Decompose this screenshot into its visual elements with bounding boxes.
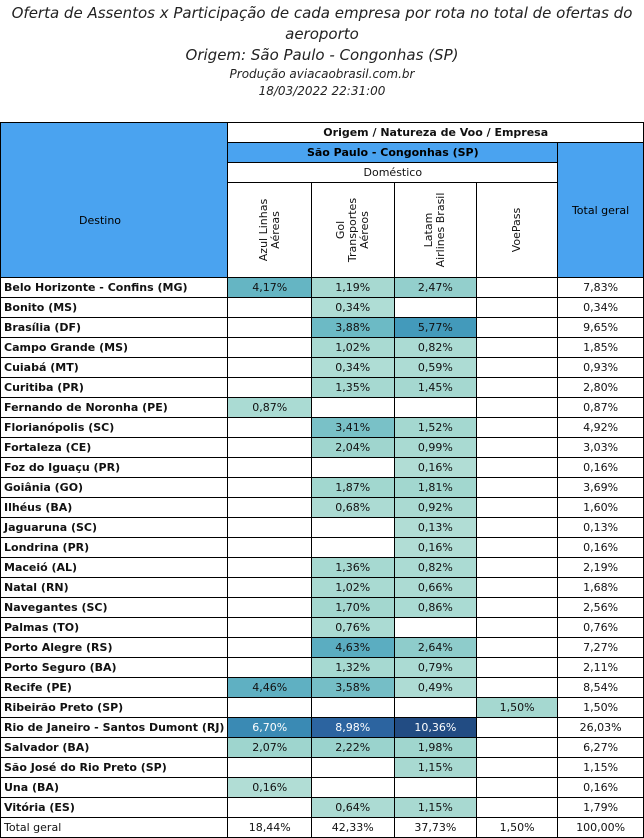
- row-total-cell: 3,69%: [558, 478, 644, 498]
- share-cell-gol: 4,63%: [311, 638, 394, 658]
- report-origin-line: Origem: São Paulo - Congonhas (SP): [185, 46, 459, 64]
- grand-total-gol: 42,33%: [311, 818, 394, 838]
- destination-cell: Una (BA): [1, 778, 228, 798]
- destination-cell: Jaguaruna (SC): [1, 518, 228, 538]
- destination-cell: Salvador (BA): [1, 738, 228, 758]
- report-title-line1: Oferta de Assentos x Participação de cada empresa por rota no total de ofertas do: [11, 4, 633, 22]
- share-cell-azul: [228, 618, 311, 638]
- share-cell-latam: 0,79%: [394, 658, 477, 678]
- row-total-cell: 1,50%: [558, 698, 644, 718]
- destination-cell: Fortaleza (CE): [1, 438, 228, 458]
- table-row: [1, 638, 644, 658]
- share-cell-voepass: [477, 298, 558, 318]
- destination-cell: Brasília (DF): [1, 318, 228, 338]
- share-cell-voepass: [477, 718, 558, 738]
- share-cell-gol: [311, 518, 394, 538]
- grand-total-label: Total geral: [1, 818, 228, 838]
- share-cell-latam: [394, 698, 477, 718]
- share-cell-latam: [394, 618, 477, 638]
- row-total-cell: 2,56%: [558, 598, 644, 618]
- share-cell-gol: 1,35%: [311, 378, 394, 398]
- share-cell-voepass: [477, 798, 558, 818]
- share-cell-azul: [228, 698, 311, 718]
- share-cell-azul: [228, 498, 311, 518]
- share-cell-latam: 0,99%: [394, 438, 477, 458]
- share-cell-azul: [228, 298, 311, 318]
- share-cell-latam: 10,36%: [394, 718, 477, 738]
- share-cell-voepass: [477, 678, 558, 698]
- share-cell-latam: 0,66%: [394, 578, 477, 598]
- share-cell-azul: [228, 458, 311, 478]
- share-cell-azul: [228, 578, 311, 598]
- share-cell-latam: 2,47%: [394, 278, 477, 298]
- table-row: [1, 578, 644, 598]
- share-cell-gol: 3,41%: [311, 418, 394, 438]
- table-row: [1, 418, 644, 438]
- share-cell-azul: 4,46%: [228, 678, 311, 698]
- row-total-cell: 0,34%: [558, 298, 644, 318]
- report-timestamp: 18/03/2022 22:31:00: [258, 84, 386, 98]
- table-row: [1, 478, 644, 498]
- share-cell-latam: 1,98%: [394, 738, 477, 758]
- share-cell-gol: 1,36%: [311, 558, 394, 578]
- destination-cell: Rio de Janeiro - Santos Dumont (RJ): [1, 718, 228, 738]
- company-header-latam: Latam Airlines Brasil: [394, 183, 477, 278]
- row-total-cell: 0,93%: [558, 358, 644, 378]
- share-cell-azul: [228, 798, 311, 818]
- destination-cell: São José do Rio Preto (SP): [1, 758, 228, 778]
- destination-cell: Maceió (AL): [1, 558, 228, 578]
- share-cell-gol: 0,76%: [311, 618, 394, 638]
- share-cell-latam: 0,86%: [394, 598, 477, 618]
- share-cell-voepass: [477, 658, 558, 678]
- origin-header: São Paulo - Congonhas (SP): [228, 143, 558, 163]
- destination-cell: Porto Seguro (BA): [1, 658, 228, 678]
- share-cell-azul: [228, 758, 311, 778]
- share-cell-azul: 0,87%: [228, 398, 311, 418]
- share-cell-voepass: [477, 458, 558, 478]
- share-cell-latam: 0,16%: [394, 458, 477, 478]
- share-cell-voepass: [477, 518, 558, 538]
- share-cell-latam: 0,13%: [394, 518, 477, 538]
- row-total-cell: 0,16%: [558, 778, 644, 798]
- share-cell-voepass: 1,50%: [477, 698, 558, 718]
- share-cell-gol: 2,04%: [311, 438, 394, 458]
- share-cell-voepass: [477, 478, 558, 498]
- share-cell-azul: 0,16%: [228, 778, 311, 798]
- share-cell-azul: [228, 318, 311, 338]
- row-total-cell: 7,27%: [558, 638, 644, 658]
- share-cell-azul: [228, 438, 311, 458]
- grand-total-voepass: 1,50%: [477, 818, 558, 838]
- destination-cell: Cuiabá (MT): [1, 358, 228, 378]
- share-cell-azul: [228, 658, 311, 678]
- share-cell-gol: [311, 758, 394, 778]
- share-cell-latam: 2,64%: [394, 638, 477, 658]
- table-row: [1, 738, 644, 758]
- destination-cell: Florianópolis (SC): [1, 418, 228, 438]
- share-cell-azul: [228, 378, 311, 398]
- share-cell-voepass: [477, 538, 558, 558]
- share-cell-latam: 1,15%: [394, 758, 477, 778]
- share-cell-latam: 0,92%: [394, 498, 477, 518]
- row-total-cell: 0,87%: [558, 398, 644, 418]
- table-row: [1, 718, 644, 738]
- destination-cell: Foz do Iguaçu (PR): [1, 458, 228, 478]
- share-cell-latam: 1,81%: [394, 478, 477, 498]
- table-row: [1, 758, 644, 778]
- share-cell-latam: 1,52%: [394, 418, 477, 438]
- table-row: [1, 778, 644, 798]
- row-total-cell: 1,15%: [558, 758, 644, 778]
- share-cell-latam: 0,82%: [394, 338, 477, 358]
- crosstab-container: [0, 122, 644, 838]
- destination-cell: Belo Horizonte - Confins (MG): [1, 278, 228, 298]
- table-row: [1, 798, 644, 818]
- share-cell-azul: [228, 358, 311, 378]
- table-row: [1, 598, 644, 618]
- share-cell-gol: 0,64%: [311, 798, 394, 818]
- nature-header: Doméstico: [228, 163, 558, 183]
- share-cell-azul: [228, 338, 311, 358]
- row-total-cell: 2,80%: [558, 378, 644, 398]
- row-total-cell: 6,27%: [558, 738, 644, 758]
- destination-cell: Campo Grande (MS): [1, 338, 228, 358]
- share-cell-voepass: [477, 758, 558, 778]
- share-cell-voepass: [477, 778, 558, 798]
- share-cell-gol: 8,98%: [311, 718, 394, 738]
- row-total-cell: 8,54%: [558, 678, 644, 698]
- row-total-cell: 0,13%: [558, 518, 644, 538]
- share-cell-voepass: [477, 498, 558, 518]
- destination-cell: Palmas (TO): [1, 618, 228, 638]
- share-cell-azul: 2,07%: [228, 738, 311, 758]
- table-row: [1, 318, 644, 338]
- destination-cell: Curitiba (PR): [1, 378, 228, 398]
- table-row: [1, 498, 644, 518]
- share-cell-voepass: [477, 578, 558, 598]
- row-total-cell: 0,76%: [558, 618, 644, 638]
- share-cell-gol: [311, 538, 394, 558]
- share-cell-azul: [228, 638, 311, 658]
- share-cell-gol: 1,87%: [311, 478, 394, 498]
- report-title-line2: aeroporto: [285, 25, 359, 43]
- row-total-cell: 1,85%: [558, 338, 644, 358]
- table-row: [1, 438, 644, 458]
- destination-cell: Ilhéus (BA): [1, 498, 228, 518]
- grand-total-azul: 18,44%: [228, 818, 311, 838]
- share-cell-gol: 3,88%: [311, 318, 394, 338]
- share-cell-azul: 6,70%: [228, 718, 311, 738]
- share-cell-voepass: [477, 618, 558, 638]
- share-cell-azul: [228, 478, 311, 498]
- share-cell-azul: [228, 418, 311, 438]
- share-cell-latam: [394, 298, 477, 318]
- destination-cell: Goiânia (GO): [1, 478, 228, 498]
- row-total-cell: 2,19%: [558, 558, 644, 578]
- share-cell-latam: [394, 398, 477, 418]
- table-row: [1, 618, 644, 638]
- row-total-cell: 26,03%: [558, 718, 644, 738]
- share-cell-gol: [311, 458, 394, 478]
- share-cell-azul: [228, 558, 311, 578]
- table-row: [1, 658, 644, 678]
- table-row: [1, 378, 644, 398]
- table-row: [1, 698, 644, 718]
- share-cell-latam: [394, 778, 477, 798]
- share-cell-gol: [311, 778, 394, 798]
- row-total-cell: 0,16%: [558, 538, 644, 558]
- table-row: [1, 678, 644, 698]
- table-row: [1, 398, 644, 418]
- share-cell-voepass: [477, 378, 558, 398]
- share-cell-voepass: [477, 558, 558, 578]
- row-total-cell: 3,03%: [558, 438, 644, 458]
- share-cell-voepass: [477, 278, 558, 298]
- share-cell-gol: 3,58%: [311, 678, 394, 698]
- company-header-azul: Azul Linhas Aéreas: [228, 183, 311, 278]
- table-row: [1, 458, 644, 478]
- grand-total-row: [1, 818, 644, 838]
- share-cell-gol: [311, 398, 394, 418]
- share-cell-gol: 1,32%: [311, 658, 394, 678]
- table-row: [1, 538, 644, 558]
- destination-cell: Fernando de Noronha (PE): [1, 398, 228, 418]
- row-total-cell: 2,11%: [558, 658, 644, 678]
- share-cell-voepass: [477, 318, 558, 338]
- share-cell-latam: 0,82%: [394, 558, 477, 578]
- share-cell-voepass: [477, 358, 558, 378]
- destination-cell: Navegantes (SC): [1, 598, 228, 618]
- destination-cell: Recife (PE): [1, 678, 228, 698]
- company-header-gol: Gol Transportes Aéreos: [311, 183, 394, 278]
- share-cell-latam: 0,16%: [394, 538, 477, 558]
- table-row: [1, 338, 644, 358]
- share-cell-azul: 4,17%: [228, 278, 311, 298]
- share-cell-gol: 0,34%: [311, 298, 394, 318]
- destination-cell: Bonito (MS): [1, 298, 228, 318]
- destination-header: Destino: [1, 123, 228, 278]
- table-row: [1, 518, 644, 538]
- row-total-cell: 1,79%: [558, 798, 644, 818]
- share-cell-gol: 1,02%: [311, 578, 394, 598]
- group-header: Origem / Natureza de Voo / Empresa: [228, 123, 644, 143]
- share-cell-gol: 1,02%: [311, 338, 394, 358]
- share-cell-azul: [228, 518, 311, 538]
- share-cell-gol: 0,34%: [311, 358, 394, 378]
- table-row: [1, 358, 644, 378]
- report-header: [0, 0, 644, 100]
- grand-total-latam: 37,73%: [394, 818, 477, 838]
- share-cell-voepass: [477, 338, 558, 358]
- share-cell-latam: 1,15%: [394, 798, 477, 818]
- share-cell-latam: 1,45%: [394, 378, 477, 398]
- share-cell-latam: 5,77%: [394, 318, 477, 338]
- share-cell-latam: 0,59%: [394, 358, 477, 378]
- share-cell-gol: [311, 698, 394, 718]
- share-cell-voepass: [477, 398, 558, 418]
- row-total-cell: 4,92%: [558, 418, 644, 438]
- row-total-cell: 1,68%: [558, 578, 644, 598]
- share-cell-azul: [228, 598, 311, 618]
- share-cell-voepass: [477, 438, 558, 458]
- grand-total-value: 100,00%: [558, 818, 644, 838]
- share-cell-voepass: [477, 738, 558, 758]
- table-row: [1, 558, 644, 578]
- row-total-cell: 0,16%: [558, 458, 644, 478]
- destination-cell: Londrina (PR): [1, 538, 228, 558]
- destination-cell: Vitória (ES): [1, 798, 228, 818]
- destination-cell: Ribeirão Preto (SP): [1, 698, 228, 718]
- row-total-cell: 7,83%: [558, 278, 644, 298]
- row-total-cell: 1,60%: [558, 498, 644, 518]
- share-cell-gol: 2,22%: [311, 738, 394, 758]
- company-header-voepass: VoePass: [477, 183, 558, 278]
- share-cell-gol: 1,19%: [311, 278, 394, 298]
- share-cell-gol: 0,68%: [311, 498, 394, 518]
- row-total-cell: 9,65%: [558, 318, 644, 338]
- share-cell-latam: 0,49%: [394, 678, 477, 698]
- destination-cell: Natal (RN): [1, 578, 228, 598]
- share-cell-voepass: [477, 598, 558, 618]
- table-row: [1, 298, 644, 318]
- crosstab-table: [0, 122, 644, 838]
- table-row: [1, 278, 644, 298]
- share-cell-voepass: [477, 418, 558, 438]
- report-producer-line: Produção aviacaobrasil.com.br: [229, 67, 415, 81]
- destination-cell: Porto Alegre (RS): [1, 638, 228, 658]
- total-header: Total geral: [558, 143, 644, 278]
- share-cell-gol: 1,70%: [311, 598, 394, 618]
- share-cell-azul: [228, 538, 311, 558]
- share-cell-voepass: [477, 638, 558, 658]
